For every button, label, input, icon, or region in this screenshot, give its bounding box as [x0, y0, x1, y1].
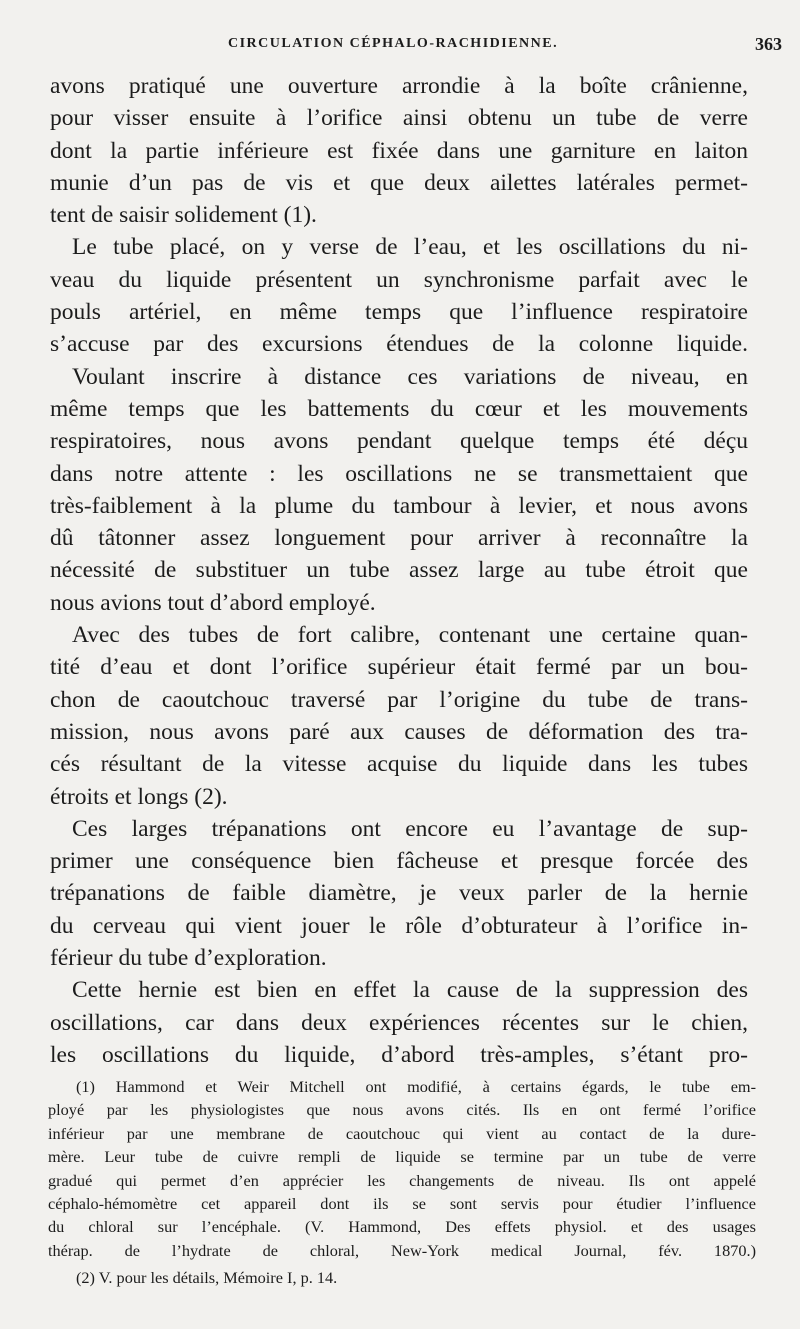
text-line: tent de saisir solidement (1). — [50, 202, 317, 229]
footnotes — [48, 1075, 756, 1290]
footnote-1-line: céphalo-hémomètre cet appareil dont ils se sont servis pour étudier l’influence — [48, 1193, 756, 1213]
body-text — [50, 70, 748, 1071]
text-line: Le tube placé, on y verse de l’eau, et les oscillations du ni- — [72, 234, 748, 261]
text-line: très-faiblement à la plume du tambour à levier, et nous avons — [50, 492, 748, 519]
footnote-1-line: thérap. de l’hydrate de chloral, New-York medical Journal, fév. 1870.) — [48, 1240, 756, 1260]
text-line: munie d’un pas de vis et que deux ailettes latérales permet- — [50, 169, 748, 196]
text-line: même temps que les battements du cœur et les mouvements — [50, 395, 748, 422]
text-line: Ces larges trépanations ont encore eu l’avantage de sup- — [72, 815, 748, 842]
text-line: Avec des tubes de fort calibre, contenant une certaine quan- — [72, 622, 748, 649]
text-line: du cerveau qui vient jouer le rôle d’obturateur à l’orifice in- — [50, 912, 748, 939]
text-line: dont la partie inférieure est fixée dans une garniture en laiton — [50, 137, 748, 164]
text-line: respiratoires, nous avons pendant quelque temps été déçu — [50, 428, 748, 455]
footnote-2: (2) V. pour les détails, Mémoire I, p. 14. — [76, 1268, 338, 1288]
text-line: dans notre attente : les oscillations ne se transmettaient que — [50, 460, 748, 487]
text-line: trépanations de faible diamètre, je veux parler de la hernie — [50, 880, 748, 907]
footnote-1-line: inférieur par une membrane de caoutchouc qui vient au contact de la dure- — [48, 1123, 756, 1143]
text-line: tité d’eau et dont l’orifice supérieur était fermé par un bou- — [50, 654, 748, 681]
text-line: dû tâtonner assez longuement pour arriver à reconnaître la — [50, 525, 748, 552]
text-line: cés résultant de la vitesse acquise du liquide dans les tubes — [50, 751, 748, 778]
running-head-title: CIRCULATION CÉPHALO-RACHIDIENNE. — [228, 36, 559, 51]
footnote-1-line: gradué qui permet d’en apprécier les changements de niveau. Ils ont appelé — [48, 1170, 756, 1190]
text-line: étroits et longs (2). — [50, 783, 228, 810]
text-line: nous avions tout d’abord employé. — [50, 589, 376, 616]
text-line: pour visser ensuite à l’orifice ainsi obtenu un tube de verre — [50, 105, 748, 132]
running-head — [48, 34, 782, 58]
text-line: nécessité de substituer un tube assez large au tube étroit que — [50, 557, 748, 584]
text-line: avons pratiqué une ouverture arrondie à la boîte crânienne, — [50, 73, 748, 99]
text-line: mission, nous avons paré aux causes de déformation des tra- — [50, 718, 748, 745]
footnote-1-line: du chloral sur l’encéphale. (V. Hammond, Des effets physiol. et des usages — [48, 1217, 756, 1237]
text-line: primer une conséquence bien fâcheuse et presque forcée des — [50, 848, 748, 875]
page-number: 363 — [755, 34, 782, 54]
text-line: veau du liquide présentent un synchronisme parfait avec le — [50, 266, 748, 293]
text-line: s’accuse par des excursions étendues de la colonne liquide. — [50, 331, 748, 358]
footnote-1-line: (1) Hammond et Weir Mitchell ont modifié, à certains égards, le tube em- — [76, 1077, 756, 1096]
footnote-1-line: ployé par les physiologistes que nous avons cités. Ils en ont fermé l’orifice — [48, 1100, 756, 1120]
text-line: les oscillations du liquide, d’abord très-amples, s’étant pro- — [50, 1041, 748, 1068]
text-line: chon de caoutchouc traversé par l’origine du tube de trans- — [50, 686, 748, 713]
text-line: Cette hernie est bien en effet la cause de la suppression des — [72, 977, 748, 1004]
footnote-1-line: mère. Leur tube de cuivre rempli de liquide se termine par un tube de verre — [48, 1147, 756, 1167]
text-line: Voulant inscrire à distance ces variations de niveau, en — [72, 363, 748, 390]
text-line: pouls artériel, en même temps que l’influence respiratoire — [50, 299, 748, 326]
text-line: oscillations, car dans deux expériences récentes sur le chien, — [50, 1009, 748, 1036]
text-line: férieur du tube d’exploration. — [50, 945, 327, 972]
